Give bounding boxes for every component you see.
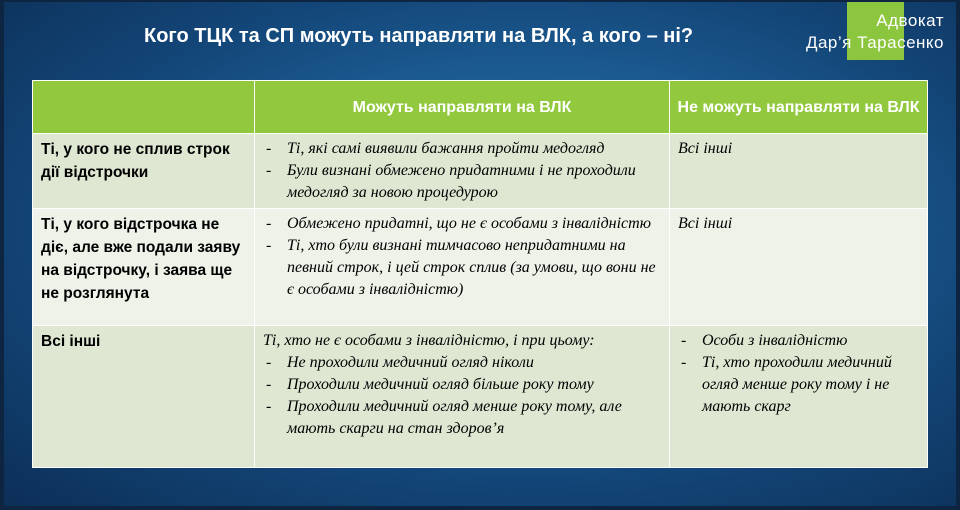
slide xyxy=(4,2,956,506)
header-cannot-refer: Не можуть направляти на ВЛК xyxy=(670,81,928,134)
list-item: - Проходили медичний огляд більше року тому xyxy=(263,374,663,396)
table-row xyxy=(33,326,928,468)
header-empty xyxy=(33,81,255,134)
cannot-refer-cell xyxy=(670,326,928,468)
brand-line-1: Адвокат xyxy=(876,11,944,30)
can-refer-list xyxy=(263,213,663,301)
can-refer-cell xyxy=(255,326,670,468)
brand-label xyxy=(772,10,944,54)
cannot-refer-cell: Всі інші xyxy=(670,209,928,326)
list-item: - Ті, хто були визнані тимчасово непридатними на певний строк, і цей строк сплив (за умови, що вони не є особами з інвалідністю) xyxy=(263,235,663,301)
list-item: - Ті, хто проходили медичний огляд менше року тому і не мають скарг xyxy=(678,352,921,418)
can-refer-list xyxy=(263,352,663,440)
list-item: - Особи з інвалідністю xyxy=(678,330,921,352)
list-item: - Ті, які самі виявили бажання пройти медогляд xyxy=(263,138,663,160)
table-header-row xyxy=(33,81,928,134)
row-label: Всі інші xyxy=(33,326,255,468)
list-item: - Проходили медичний огляд менше року тому, але мають скарги на стан здоров’я xyxy=(263,396,663,440)
vlk-table xyxy=(32,80,928,468)
table-row xyxy=(33,134,928,209)
cannot-refer-list xyxy=(678,330,921,418)
row-label: Ті, у кого не сплив строк дії відстрочки xyxy=(33,134,255,209)
slide-title: Кого ТЦК та СП можуть направляти на ВЛК, а кого – ні? xyxy=(144,25,694,47)
list-item: - Обмежено придатні, що не є особами з інвалідністю xyxy=(263,213,663,235)
can-refer-cell xyxy=(255,134,670,209)
row-label: Ті, у кого відстрочка не діє, але вже подали заяву на відстрочку, і заява ще не розглянута xyxy=(33,209,255,326)
brand-line-2: Дар’я Тарасенко xyxy=(805,33,944,52)
can-refer-intro: Ті, хто не є особами з інвалідністю, і при цьому: xyxy=(263,332,595,349)
list-item: - Не проходили медичний огляд ніколи xyxy=(263,352,663,374)
can-refer-list xyxy=(263,138,663,204)
cannot-refer-cell: Всі інші xyxy=(670,134,928,209)
header-can-refer: Можуть направляти на ВЛК xyxy=(255,81,670,134)
can-refer-cell xyxy=(255,209,670,326)
list-item: - Були визнані обмежено придатними і не проходили медогляд за новою процедурою xyxy=(263,160,663,204)
table-row xyxy=(33,209,928,326)
